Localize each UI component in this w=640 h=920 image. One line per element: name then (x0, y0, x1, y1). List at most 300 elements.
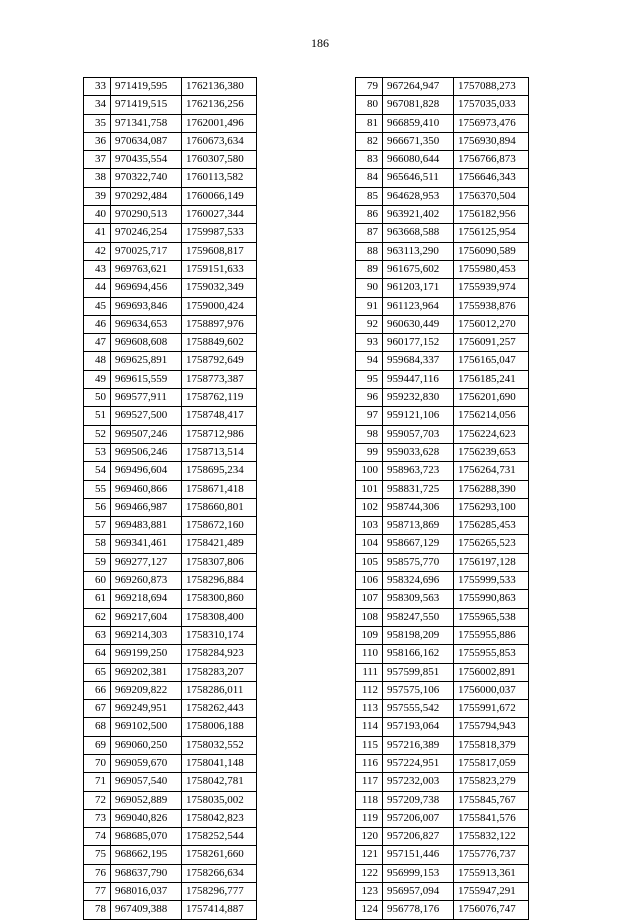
point-number-cell: 56 (84, 498, 111, 516)
point-number-cell: 88 (356, 242, 383, 260)
y-coordinate-cell: 1758283,207 (182, 663, 257, 681)
x-coordinate-cell: 964628,953 (383, 187, 454, 205)
table-row (356, 553, 529, 571)
table-row (356, 334, 529, 352)
y-coordinate-cell: 1758308,400 (182, 608, 257, 626)
x-coordinate-cell: 971341,758 (111, 114, 182, 132)
table-row (356, 224, 529, 242)
y-coordinate-cell: 1758421,489 (182, 535, 257, 553)
table-row (356, 96, 529, 114)
x-coordinate-cell: 963113,290 (383, 242, 454, 260)
point-number-cell: 42 (84, 242, 111, 260)
x-coordinate-cell: 965646,511 (383, 169, 454, 187)
y-coordinate-cell: 1757088,273 (454, 78, 529, 96)
point-number-cell: 82 (356, 132, 383, 150)
table-row (356, 809, 529, 827)
point-number-cell: 91 (356, 297, 383, 315)
y-coordinate-cell: 1755818,379 (454, 736, 529, 754)
point-number-cell: 67 (84, 700, 111, 718)
y-coordinate-cell: 1756002,891 (454, 663, 529, 681)
table-row (84, 206, 257, 224)
point-number-cell: 122 (356, 864, 383, 882)
x-coordinate-cell: 969341,461 (111, 535, 182, 553)
y-coordinate-cell: 1756265,523 (454, 535, 529, 553)
table-row (84, 352, 257, 370)
y-coordinate-cell: 1758310,174 (182, 626, 257, 644)
page-number: 186 (311, 36, 329, 50)
y-coordinate-cell: 1758773,387 (182, 370, 257, 388)
point-number-cell: 95 (356, 370, 383, 388)
point-number-cell: 74 (84, 828, 111, 846)
table-row (356, 700, 529, 718)
table-row (84, 572, 257, 590)
x-coordinate-cell: 970025,717 (111, 242, 182, 260)
y-coordinate-cell: 1755980,453 (454, 260, 529, 278)
x-coordinate-cell: 969634,653 (111, 315, 182, 333)
y-coordinate-cell: 1758006,188 (182, 718, 257, 736)
x-coordinate-cell: 970634,087 (111, 132, 182, 150)
table-row (356, 242, 529, 260)
y-coordinate-cell: 1755947,291 (454, 883, 529, 901)
point-number-cell: 90 (356, 279, 383, 297)
point-number-cell: 113 (356, 700, 383, 718)
table-row (356, 425, 529, 443)
table-row (356, 681, 529, 699)
y-coordinate-cell: 1756182,956 (454, 206, 529, 224)
table-row (356, 443, 529, 461)
point-number-cell: 45 (84, 297, 111, 315)
x-coordinate-cell: 957206,007 (383, 809, 454, 827)
point-number-cell: 40 (84, 206, 111, 224)
table-row (356, 718, 529, 736)
x-coordinate-cell: 971419,515 (111, 96, 182, 114)
table-row (84, 809, 257, 827)
table-row (84, 645, 257, 663)
x-coordinate-cell: 969466,987 (111, 498, 182, 516)
table-row (84, 700, 257, 718)
point-number-cell: 52 (84, 425, 111, 443)
x-coordinate-cell: 969693,846 (111, 297, 182, 315)
point-number-cell: 114 (356, 718, 383, 736)
point-number-cell: 72 (84, 791, 111, 809)
point-number-cell: 36 (84, 132, 111, 150)
y-coordinate-cell: 1757414,887 (182, 901, 257, 919)
table-row (356, 352, 529, 370)
table-row (84, 498, 257, 516)
table-row (356, 480, 529, 498)
y-coordinate-cell: 1759987,533 (182, 224, 257, 242)
y-coordinate-cell: 1758849,602 (182, 334, 257, 352)
x-coordinate-cell: 969052,889 (111, 791, 182, 809)
x-coordinate-cell: 967264,947 (383, 78, 454, 96)
y-coordinate-cell: 1756224,623 (454, 425, 529, 443)
table-row (356, 645, 529, 663)
table-row (356, 517, 529, 535)
y-coordinate-cell: 1758284,923 (182, 645, 257, 663)
y-coordinate-cell: 1756646,343 (454, 169, 529, 187)
x-coordinate-cell: 957224,951 (383, 754, 454, 772)
table-row (84, 96, 257, 114)
point-number-cell: 49 (84, 370, 111, 388)
x-coordinate-cell: 969214,303 (111, 626, 182, 644)
table-row (84, 590, 257, 608)
x-coordinate-cell: 969615,559 (111, 370, 182, 388)
table-row (84, 553, 257, 571)
table-row (84, 407, 257, 425)
y-coordinate-cell: 1758252,544 (182, 828, 257, 846)
x-coordinate-cell: 969059,670 (111, 754, 182, 772)
x-coordinate-cell: 966859,410 (383, 114, 454, 132)
y-coordinate-cell: 1758672,160 (182, 517, 257, 535)
point-number-cell: 106 (356, 572, 383, 590)
table-row (84, 151, 257, 169)
coordinates-table-left (83, 77, 257, 920)
x-coordinate-cell: 969199,250 (111, 645, 182, 663)
x-coordinate-cell: 969625,891 (111, 352, 182, 370)
y-coordinate-cell: 1758286,011 (182, 681, 257, 699)
x-coordinate-cell: 969763,621 (111, 260, 182, 278)
y-coordinate-cell: 1755955,853 (454, 645, 529, 663)
point-number-cell: 62 (84, 608, 111, 626)
table-row (84, 370, 257, 388)
table-row (356, 736, 529, 754)
table-row (356, 572, 529, 590)
x-coordinate-cell: 969608,608 (111, 334, 182, 352)
x-coordinate-cell: 956999,153 (383, 864, 454, 882)
point-number-cell: 109 (356, 626, 383, 644)
point-number-cell: 73 (84, 809, 111, 827)
point-number-cell: 39 (84, 187, 111, 205)
y-coordinate-cell: 1758695,234 (182, 462, 257, 480)
y-coordinate-cell: 1760027,344 (182, 206, 257, 224)
table-row (84, 242, 257, 260)
table-row (84, 462, 257, 480)
x-coordinate-cell: 958166,162 (383, 645, 454, 663)
point-number-cell: 97 (356, 407, 383, 425)
x-coordinate-cell: 957206,827 (383, 828, 454, 846)
point-number-cell: 112 (356, 681, 383, 699)
y-coordinate-cell: 1758262,443 (182, 700, 257, 718)
table-row (84, 626, 257, 644)
x-coordinate-cell: 957555,542 (383, 700, 454, 718)
y-coordinate-cell: 1757035,033 (454, 96, 529, 114)
y-coordinate-cell: 1759032,349 (182, 279, 257, 297)
x-coordinate-cell: 958309,563 (383, 590, 454, 608)
point-number-cell: 99 (356, 443, 383, 461)
point-number-cell: 77 (84, 883, 111, 901)
y-coordinate-cell: 1758041,148 (182, 754, 257, 772)
x-coordinate-cell: 959033,628 (383, 443, 454, 461)
y-coordinate-cell: 1756239,653 (454, 443, 529, 461)
x-coordinate-cell: 969507,246 (111, 425, 182, 443)
point-number-cell: 100 (356, 462, 383, 480)
table-row (356, 132, 529, 150)
point-number-cell: 84 (356, 169, 383, 187)
x-coordinate-cell: 959684,337 (383, 352, 454, 370)
x-coordinate-cell: 959057,703 (383, 425, 454, 443)
point-number-cell: 111 (356, 663, 383, 681)
y-coordinate-cell: 1758300,860 (182, 590, 257, 608)
point-number-cell: 61 (84, 590, 111, 608)
x-coordinate-cell: 958713,869 (383, 517, 454, 535)
point-number-cell: 55 (84, 480, 111, 498)
y-coordinate-cell: 1758897,976 (182, 315, 257, 333)
table-row (356, 828, 529, 846)
table-row (84, 517, 257, 535)
point-number-cell: 53 (84, 443, 111, 461)
x-coordinate-cell: 971419,595 (111, 78, 182, 96)
x-coordinate-cell: 959121,106 (383, 407, 454, 425)
table-row (84, 334, 257, 352)
table-row (84, 315, 257, 333)
table-row (84, 114, 257, 132)
table-row (356, 626, 529, 644)
table-row (84, 169, 257, 187)
x-coordinate-cell: 970246,254 (111, 224, 182, 242)
x-coordinate-cell: 969496,604 (111, 462, 182, 480)
table-row (84, 78, 257, 96)
point-number-cell: 120 (356, 828, 383, 846)
x-coordinate-cell: 958831,725 (383, 480, 454, 498)
y-coordinate-cell: 1755823,279 (454, 773, 529, 791)
point-number-cell: 41 (84, 224, 111, 242)
table-row (356, 407, 529, 425)
table-row (84, 846, 257, 864)
x-coordinate-cell: 968662,195 (111, 846, 182, 864)
table-row (84, 754, 257, 772)
x-coordinate-cell: 967081,828 (383, 96, 454, 114)
table-row (356, 498, 529, 516)
y-coordinate-cell: 1762136,256 (182, 96, 257, 114)
table-row (84, 736, 257, 754)
x-coordinate-cell: 968685,070 (111, 828, 182, 846)
y-coordinate-cell: 1760066,149 (182, 187, 257, 205)
y-coordinate-cell: 1755991,672 (454, 700, 529, 718)
point-number-cell: 60 (84, 572, 111, 590)
point-number-cell: 66 (84, 681, 111, 699)
x-coordinate-cell: 957599,851 (383, 663, 454, 681)
point-number-cell: 108 (356, 608, 383, 626)
point-number-cell: 116 (356, 754, 383, 772)
table-row (356, 279, 529, 297)
point-number-cell: 76 (84, 864, 111, 882)
y-coordinate-cell: 1758762,119 (182, 389, 257, 407)
x-coordinate-cell: 959232,830 (383, 389, 454, 407)
table-row (84, 425, 257, 443)
y-coordinate-cell: 1758660,801 (182, 498, 257, 516)
point-number-cell: 124 (356, 901, 383, 919)
y-coordinate-cell: 1758671,418 (182, 480, 257, 498)
table-row (356, 864, 529, 882)
y-coordinate-cell: 1756288,390 (454, 480, 529, 498)
point-number-cell: 51 (84, 407, 111, 425)
x-coordinate-cell: 969217,604 (111, 608, 182, 626)
table-row (356, 260, 529, 278)
y-coordinate-cell: 1759608,817 (182, 242, 257, 260)
y-coordinate-cell: 1756076,747 (454, 901, 529, 919)
point-number-cell: 78 (84, 901, 111, 919)
y-coordinate-cell: 1756766,873 (454, 151, 529, 169)
x-coordinate-cell: 969060,250 (111, 736, 182, 754)
table-row (84, 663, 257, 681)
y-coordinate-cell: 1755965,538 (454, 608, 529, 626)
y-coordinate-cell: 1758296,884 (182, 572, 257, 590)
x-coordinate-cell: 960630,449 (383, 315, 454, 333)
point-number-cell: 65 (84, 663, 111, 681)
x-coordinate-cell: 969506,246 (111, 443, 182, 461)
table-row (84, 443, 257, 461)
point-number-cell: 33 (84, 78, 111, 96)
y-coordinate-cell: 1756201,690 (454, 389, 529, 407)
point-number-cell: 37 (84, 151, 111, 169)
point-number-cell: 47 (84, 334, 111, 352)
y-coordinate-cell: 1756973,476 (454, 114, 529, 132)
y-coordinate-cell: 1758261,660 (182, 846, 257, 864)
y-coordinate-cell: 1762136,380 (182, 78, 257, 96)
coordinates-table-right (355, 77, 529, 920)
point-number-cell: 63 (84, 626, 111, 644)
x-coordinate-cell: 970292,484 (111, 187, 182, 205)
y-coordinate-cell: 1756264,731 (454, 462, 529, 480)
x-coordinate-cell: 958198,209 (383, 626, 454, 644)
table-row (356, 206, 529, 224)
table-row (356, 315, 529, 333)
x-coordinate-cell: 969218,694 (111, 590, 182, 608)
y-coordinate-cell: 1762001,496 (182, 114, 257, 132)
table-row (356, 389, 529, 407)
point-number-cell: 48 (84, 352, 111, 370)
table-row (84, 608, 257, 626)
y-coordinate-cell: 1758296,777 (182, 883, 257, 901)
table-row (356, 663, 529, 681)
point-number-cell: 118 (356, 791, 383, 809)
y-coordinate-cell: 1758042,781 (182, 773, 257, 791)
x-coordinate-cell: 961203,171 (383, 279, 454, 297)
table-row (84, 132, 257, 150)
point-number-cell: 107 (356, 590, 383, 608)
y-coordinate-cell: 1755817,059 (454, 754, 529, 772)
table-row (84, 883, 257, 901)
point-number-cell: 70 (84, 754, 111, 772)
table-row (84, 535, 257, 553)
point-number-cell: 79 (356, 78, 383, 96)
x-coordinate-cell: 963921,402 (383, 206, 454, 224)
table-row (356, 370, 529, 388)
point-number-cell: 115 (356, 736, 383, 754)
point-number-cell: 96 (356, 389, 383, 407)
table-row (356, 773, 529, 791)
table-row (356, 791, 529, 809)
point-number-cell: 69 (84, 736, 111, 754)
point-number-cell: 117 (356, 773, 383, 791)
x-coordinate-cell: 970290,513 (111, 206, 182, 224)
x-coordinate-cell: 969527,500 (111, 407, 182, 425)
x-coordinate-cell: 969260,873 (111, 572, 182, 590)
point-number-cell: 92 (356, 315, 383, 333)
y-coordinate-cell: 1756000,037 (454, 681, 529, 699)
y-coordinate-cell: 1755841,576 (454, 809, 529, 827)
x-coordinate-cell: 958744,306 (383, 498, 454, 516)
x-coordinate-cell: 969694,456 (111, 279, 182, 297)
y-coordinate-cell: 1755990,863 (454, 590, 529, 608)
table-row (356, 169, 529, 187)
point-number-cell: 80 (356, 96, 383, 114)
x-coordinate-cell: 969209,822 (111, 681, 182, 699)
y-coordinate-cell: 1755845,767 (454, 791, 529, 809)
x-coordinate-cell: 970322,740 (111, 169, 182, 187)
table-row (84, 901, 257, 919)
x-coordinate-cell: 958247,550 (383, 608, 454, 626)
point-number-cell: 35 (84, 114, 111, 132)
y-coordinate-cell: 1756370,504 (454, 187, 529, 205)
point-number-cell: 104 (356, 535, 383, 553)
x-coordinate-cell: 969483,881 (111, 517, 182, 535)
table-row (356, 535, 529, 553)
x-coordinate-cell: 957216,389 (383, 736, 454, 754)
point-number-cell: 43 (84, 260, 111, 278)
table-row (356, 462, 529, 480)
x-coordinate-cell: 959447,116 (383, 370, 454, 388)
x-coordinate-cell: 958575,770 (383, 553, 454, 571)
x-coordinate-cell: 956957,094 (383, 883, 454, 901)
y-coordinate-cell: 1758266,634 (182, 864, 257, 882)
point-number-cell: 101 (356, 480, 383, 498)
point-number-cell: 89 (356, 260, 383, 278)
y-coordinate-cell: 1756285,453 (454, 517, 529, 535)
table-row (356, 754, 529, 772)
point-number-cell: 64 (84, 645, 111, 663)
table-row (84, 297, 257, 315)
table-row (356, 297, 529, 315)
y-coordinate-cell: 1755776,737 (454, 846, 529, 864)
table-row (84, 187, 257, 205)
point-number-cell: 121 (356, 846, 383, 864)
point-number-cell: 75 (84, 846, 111, 864)
y-coordinate-cell: 1756930,894 (454, 132, 529, 150)
y-coordinate-cell: 1758748,417 (182, 407, 257, 425)
x-coordinate-cell: 968016,037 (111, 883, 182, 901)
y-coordinate-cell: 1755955,886 (454, 626, 529, 644)
x-coordinate-cell: 969277,127 (111, 553, 182, 571)
x-coordinate-cell: 957151,446 (383, 846, 454, 864)
y-coordinate-cell: 1760113,582 (182, 169, 257, 187)
point-number-cell: 71 (84, 773, 111, 791)
table-row (84, 718, 257, 736)
x-coordinate-cell: 961675,602 (383, 260, 454, 278)
table-row (356, 78, 529, 96)
table-row (84, 224, 257, 242)
point-number-cell: 87 (356, 224, 383, 242)
table-row (356, 590, 529, 608)
x-coordinate-cell: 958963,723 (383, 462, 454, 480)
point-number-cell: 54 (84, 462, 111, 480)
y-coordinate-cell: 1755832,122 (454, 828, 529, 846)
point-number-cell: 81 (356, 114, 383, 132)
x-coordinate-cell: 958667,129 (383, 535, 454, 553)
point-number-cell: 85 (356, 187, 383, 205)
x-coordinate-cell: 969249,951 (111, 700, 182, 718)
y-coordinate-cell: 1758032,552 (182, 736, 257, 754)
x-coordinate-cell: 967409,388 (111, 901, 182, 919)
x-coordinate-cell: 957232,003 (383, 773, 454, 791)
table-row (84, 480, 257, 498)
x-coordinate-cell: 957193,064 (383, 718, 454, 736)
table-row (356, 151, 529, 169)
y-coordinate-cell: 1759000,424 (182, 297, 257, 315)
y-coordinate-cell: 1756214,056 (454, 407, 529, 425)
y-coordinate-cell: 1756293,100 (454, 498, 529, 516)
table-row (84, 864, 257, 882)
